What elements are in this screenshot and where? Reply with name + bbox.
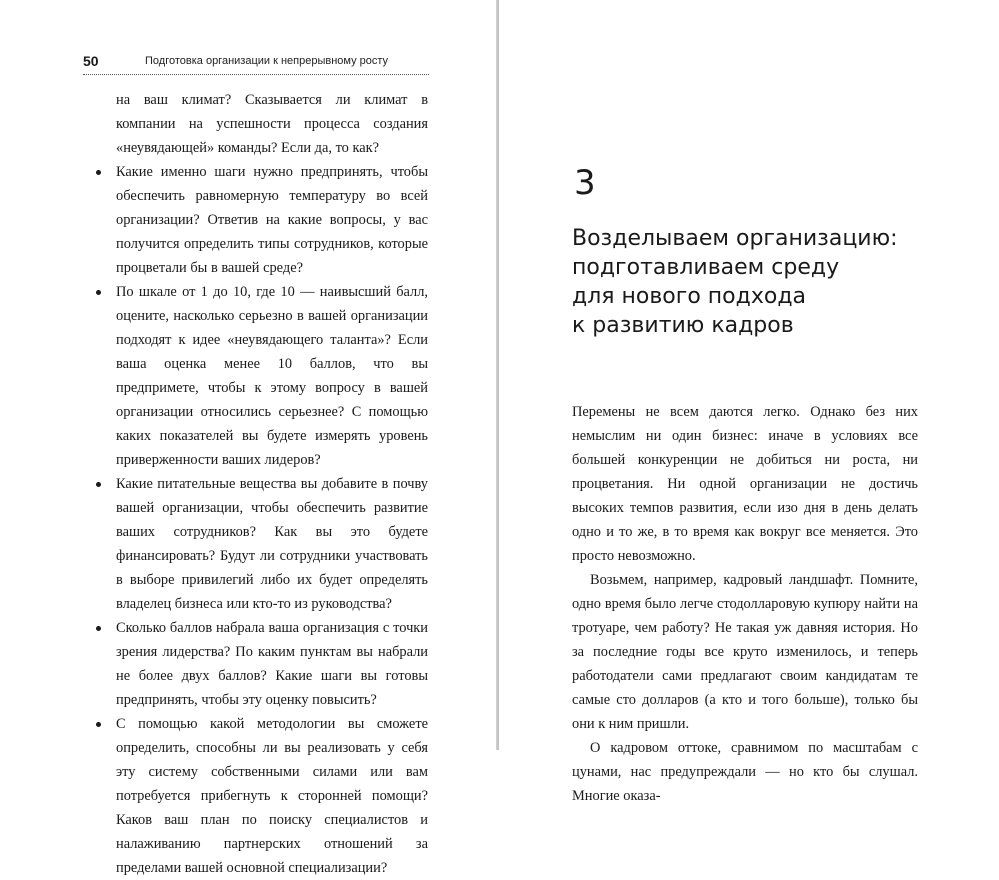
left-page bbox=[0, 0, 497, 876]
list-item bbox=[92, 472, 428, 616]
bullet-icon bbox=[96, 722, 101, 727]
right-page-body bbox=[572, 400, 918, 808]
chapter-title-line: Возделываем организацию: bbox=[572, 226, 898, 251]
page-number: 50 bbox=[83, 53, 99, 69]
chapter-title-line: для нового подхода bbox=[572, 284, 807, 309]
list-item-text: По шкале от 1 до 10, где 10 — наивысший балл, оцените, насколько серьезно в вашей организации подходят к идее «неувядающего таланта»? Если ваша оценка менее 10 баллов, что вы предпримете, чтобы к этому вопросу в вашей организации относились серьезнее? С помощью каких показателей вы будете измерять уровень приверженности ваших лидеров? bbox=[116, 284, 428, 468]
chapter-title-line: подготавливаем среду bbox=[572, 255, 840, 280]
list-item-text: Какие именно шаги нужно предпринять, чтобы обеспечить равномерную температуру во всей организации? Ответив на какие вопросы, у вас получится определить типы сотрудников, которые процветали бы в вашей среде? bbox=[116, 164, 428, 276]
chapter-title-line: к развитию кадров bbox=[572, 313, 794, 338]
right-page bbox=[499, 0, 999, 804]
list-item bbox=[92, 280, 428, 472]
list-item-text: Какие питательные вещества вы добавите в почву вашей организации, чтобы обеспечить развитие ваших сотрудников? Как вы это будете финансировать? Будут ли сотрудники участвовать в выборе привилегий либо их будет определять владелец бизнеса или кто-то из руководства? bbox=[116, 476, 428, 612]
list-item bbox=[92, 160, 428, 280]
body-paragraph: Возьмем, например, кадровый ландшафт. Помните, одно время было легче стодолларовую купюру найти на тротуаре, чем работу? Не такая уж давняя история. Но за последние годы все круто изменилось, и теперь работодатели сами предлагают своим кандидатам те самые сто долларов (а кто и того больше), только бы они к ним пришли. bbox=[572, 572, 918, 732]
bullet-icon bbox=[96, 290, 101, 295]
left-page-body bbox=[92, 88, 428, 880]
list-item-text: Сколько баллов набрала ваша организация с точки зрения лидерства? По каким пунктам вы набрали не более двух баллов? Какие шаги вы готовы предпринять, чтобы эту оценку повысить? bbox=[116, 620, 428, 708]
question-list bbox=[92, 160, 428, 880]
list-item bbox=[92, 616, 428, 712]
bullet-icon bbox=[96, 626, 101, 631]
running-head bbox=[83, 48, 429, 78]
list-item bbox=[92, 712, 428, 880]
chapter-title bbox=[572, 224, 952, 340]
continuation-paragraph: на ваш климат? Сказывается ли климат в компании на успешности процесса создания «неувядающей» команды? Если да, то как? bbox=[116, 92, 428, 156]
body-paragraph: О кадровом оттоке, сравнимом по масштабам с цунами, нас предупреждали — но кто бы слушал. Многие оказа- bbox=[572, 740, 918, 804]
body-paragraph: Перемены не всем даются легко. Однако без них немыслим ни один бизнес: иначе в условиях все большей конкуренции не добиться ни роста, ни процветания. Ни одной организации не достичь высоких темпов развития, если изо дня в день делать одно и то же, в то время как вокруг все меняется. Это просто невозможно. bbox=[572, 404, 918, 564]
bullet-icon bbox=[96, 170, 101, 175]
chapter-number: 3 bbox=[574, 163, 596, 203]
bullet-icon bbox=[96, 482, 101, 487]
dotted-rule bbox=[83, 74, 429, 75]
running-title: Подготовка организации к непрерывному росту bbox=[145, 55, 389, 67]
list-item-text: С помощью какой методологии вы сможете определить, способны ли вы реализовать у себя эту систему собственными силами или вам потребуется прибегнуть к сторонней помощи? Каков ваш план по поиску специалистов и налаживанию партнерских отношений за пределами вашей основной специализации? bbox=[116, 716, 428, 876]
